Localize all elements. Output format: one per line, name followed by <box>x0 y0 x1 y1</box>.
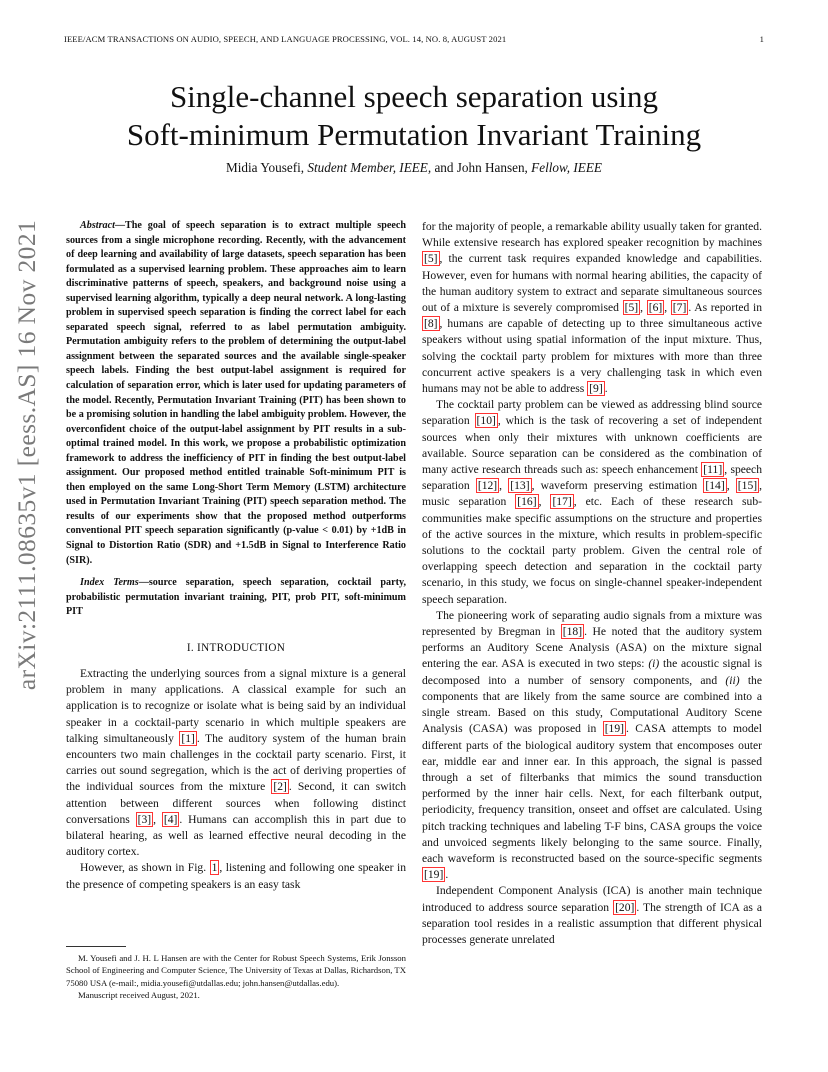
citation-link[interactable]: [2] <box>273 780 287 794</box>
citation-link[interactable]: [3] <box>137 812 152 826</box>
section-heading-introduction: I. INTRODUCTION <box>186 641 286 654</box>
arxiv-sidebar <box>0 0 54 1072</box>
running-header <box>64 34 764 44</box>
citation-link[interactable]: [19] <box>604 722 625 736</box>
text-run: However, as shown in Fig. <box>80 861 210 875</box>
text-run: the components that are likely from the same source are combined into a single stream. Based on this study, Computational Auditory Scene Analysis (CASA) was proposed in <box>422 673 763 736</box>
citation-link[interactable]: [16] <box>517 495 537 509</box>
title-line-1: Single-channel speech separation using <box>169 79 659 114</box>
text-run: The pioneering work of separating audio signals from a mixture was represented by Bregman in <box>422 608 762 639</box>
journal-name: IEEE/ACM TRANSACTIONS ON AUDIO, SPEECH, AND LANGUAGE PROCESSING, VOL. 14, NO. 8, AUGUST 2021 <box>64 34 507 44</box>
citation-link[interactable]: [13] <box>510 479 530 493</box>
citation-link[interactable]: [18] <box>562 625 583 639</box>
text-run: , the current task requires expanded knowledge and capabilities. However, even for humans with normal hearing abilities, the capacity of the human auditory system to extract and separate simultaneous sources out of a mixture is severely compromised <box>422 252 762 315</box>
text-run: , <box>640 301 647 315</box>
text-run: , speech separation <box>422 463 762 493</box>
text-run: . The strength of ICA as a separation tool resides in a realistic assumption that different physical processes generate unrelated <box>422 900 762 946</box>
author-1: Midia Yousefi, <box>226 160 305 175</box>
footnote-manuscript: Manuscript received August, 2021. <box>78 989 200 1000</box>
text-run: . <box>604 382 608 396</box>
arxiv-stamp: arXiv:2111.08635v1 [eess.AS] 16 Nov 2021 <box>12 219 41 691</box>
citation-link[interactable]: [15] <box>737 479 758 493</box>
text-run: (i) <box>648 657 660 671</box>
text-run: . As reported in <box>688 301 763 315</box>
text-run: , <box>726 479 736 493</box>
text-run: . Humans can accomplish this in part due to bilateral hearing, as well as learned effective neural decoding in the auditory cortex. <box>66 812 407 859</box>
footnote <box>66 952 406 1001</box>
paper-title <box>64 78 764 154</box>
right-column <box>422 219 762 948</box>
text-run: . CASA attempts to model different parts of the biological auditory system that encomposes outer ear, middle ear and inner ear. In this approach, the signal is passed through a set of filterbanks that mimics the sound transduction performed by the inner hair cells. Next, for each filterbank output, periodicity, frequency transition, onseet and offset are calculated. Using pitch tracking techniques and labeling T-F bins, CASA groups the voice and unvoiced segments likely belonging to the same source. Finally, each waveform is reconstructed based on the source-specific segments <box>422 722 762 865</box>
text-run: . <box>445 868 449 882</box>
text-run: . Second, it can switch attention between different sources when following distinct conversations <box>66 780 406 826</box>
text-run: (ii) <box>725 673 740 687</box>
footnote-divider <box>66 946 126 947</box>
text-run: , music separation <box>422 479 763 509</box>
abstract-lead: Abstract <box>80 220 115 231</box>
text-run: , etc. Each of these research sub-communities make specific assumptions on the structure and properties of the active sources in the mixture, which results in problem-specific solutions to the cocktail party problem. Given the central role of overlapping speech detection and separation in the cocktail party scenario, in this study, we focus on single-channel speaker-independent speech separation. <box>422 495 763 606</box>
text-run: Independent Component Analysis (ICA) is another main technique introduced to address source separation <box>422 884 762 914</box>
title-line-2: Soft-minimum Permutation Invariant Training <box>126 117 702 152</box>
index-terms <box>66 576 406 620</box>
index-terms-lead: Index Terms <box>80 577 139 589</box>
author-connector: and John Hansen, <box>434 160 528 175</box>
author-line <box>64 160 764 176</box>
citation-link[interactable]: [19] <box>424 868 444 882</box>
text-run: , listening and following one speaker in the presence of competing speakers is an easy task <box>66 861 406 891</box>
left-column <box>66 219 406 893</box>
citation-link[interactable]: [1] <box>181 731 195 745</box>
footnote-affiliation: M. Yousefi and J. H. L Hansen are with the Center for Robust Speech Systems, Erik Jonsson School of Engineering and Computer Science, The University of Texas at Dallas, Richardson, TX 75080 USA (e-mail:, midia.yousefi@utdallas.edu; john.hansen@utdallas.edu). <box>66 953 406 988</box>
right-paragraph-3 <box>422 608 762 883</box>
text-run: Extracting the underlying sources from a signal mixture is a general problem in many applications. A classical example for such an application is to recognize or isolate what is being said by an individual speaker in a cocktail-party scenario in which multiple speakers are talking simultaneously <box>66 666 406 745</box>
text-run: , humans are capable of detecting up to three simultaneous active speakers without using spatial information of the input mixture. Thus, solving the cocktail party problem for mixtures with more than three concurrent active speakers is a very challenging task in which even humans may not be able to address <box>422 317 762 396</box>
text-run: , <box>499 479 509 493</box>
figure-link[interactable]: 1 <box>211 861 218 875</box>
text-run: . He noted that the auditory system performs an Auditory Scene Analysis (ASA) on the mixture signal entering the ear. ASA is executed in two steps: <box>422 625 762 671</box>
intro-paragraph-1 <box>66 666 406 860</box>
citation-link[interactable]: [17] <box>552 495 572 509</box>
right-paragraph-1 <box>422 219 762 397</box>
right-paragraph-4 <box>422 883 762 948</box>
citation-link[interactable]: [12] <box>477 479 498 493</box>
text-run: The cocktail party problem can be viewed as addressing blind source separation <box>422 398 762 428</box>
intro-paragraph-2 <box>66 860 406 892</box>
citation-link[interactable]: [11] <box>703 463 723 477</box>
index-terms-text: —source separation, speech separation, cocktail party, probabilistic permutation invariant training, PIT, prob PIT, soft-minimum PIT <box>66 577 406 618</box>
citation-link[interactable]: [20] <box>615 900 635 914</box>
page-number: 1 <box>759 34 764 44</box>
text-run: . The auditory system of the human brain encounters two main challenges in the cocktail party scenario. First, it carries out sound segregation, which is the act of deriving properties of the individual sources from the mixture <box>66 731 406 794</box>
text-run: , <box>153 812 162 826</box>
text-run: for the majority of people, a remarkable ability usually taken for granted. While extensive research has explored speaker recognition by machines <box>422 220 762 250</box>
citation-link[interactable]: [14] <box>705 479 725 493</box>
author-2-role: Fellow, IEEE <box>531 160 602 175</box>
citation-link[interactable]: [5] <box>624 301 639 315</box>
citation-link[interactable]: [4] <box>163 812 178 826</box>
citation-link[interactable]: [9] <box>589 382 603 396</box>
citation-link[interactable]: [10] <box>476 414 496 428</box>
text-run: , which is the task of recovering a set of independent sources when only their mixtures with unknown coefficients are available. Source separation can be considered as the combination of many active research threads such as: speech enhancement <box>422 414 763 477</box>
right-paragraph-2 <box>422 397 762 608</box>
abstract <box>66 219 406 568</box>
author-1-role: Student Member, IEEE, <box>307 160 432 175</box>
citation-link[interactable]: [7] <box>672 301 687 315</box>
text-run: , <box>664 301 671 315</box>
citation-link[interactable]: [5] <box>424 252 438 266</box>
citation-link[interactable]: [6] <box>648 301 663 315</box>
text-run: the acoustic signal is decomposed into a number of sensory components, and <box>422 657 762 687</box>
abstract-text: —The goal of speech separation is to extract multiple speech sources from a single microphone recording. Recently, with the advancement of deep learning and availability of large datasets, speech separation has been formulated as a supervised learning problem. These approaches aim to learn discriminative patterns of speech, speakers, and background noise using a supervised learning algorithm, typically a deep neural network. A long-lasting problem in supervised speech separation is finding the correct label for each separated speech signal, referred to as label permutation ambiguity. Permutation ambiguity refers to the problem of determining the output-label assignment between the separated sources and the available single-speaker speech labels. Finding the best output-label assignment is required for calculation of separation error, which is later used for updating parameters of the model. Recently, Permutation Invariant Training (PIT) has been shown to be a promising solution in handling the label ambiguity problem. However, the overconfident choice of the output-label assignment by PIT results in a sub-optimal trained model. In this work, we propose a probabilistic optimization framework to address the inefficiency of PIT in finding the best output-label assignment. Our proposed method entitled trainable Soft-minimum PIT is then employed on the same Long-Short Term Memory (LSTM) architecture used in Permutation Invariant Training (PIT) speech separation method. The results of our experiments show that the proposed method outperforms conventional PIT speech separation significantly (p-value < 0.01) by +1dB in Signal to Distortion Ratio (SDR) and +1.5dB in Signal to Interference Ratio (SIR). <box>66 220 406 566</box>
citation-link[interactable]: [8] <box>424 317 438 331</box>
text-run: , <box>538 495 551 509</box>
text-run: , waveform preserving estimation <box>531 479 704 493</box>
